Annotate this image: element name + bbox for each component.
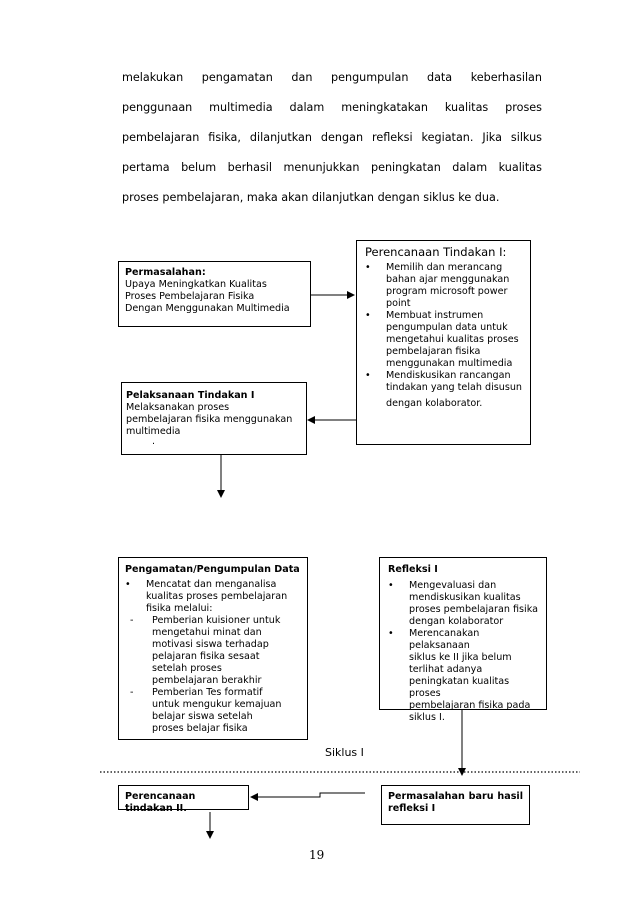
bullet-icon: • — [125, 579, 131, 590]
item-line: Memilih dan merancang — [386, 262, 503, 273]
permasalahan-line: Upaya Meningkatkan Kualitas — [125, 279, 267, 290]
permasalahan-line: Proses Pembelajaran Fisika — [125, 291, 255, 302]
refleksi-title: Refleksi I — [388, 564, 438, 575]
item-line: Mengevaluasi dan — [409, 580, 497, 591]
item-line: Pemberian kuisioner untuk — [152, 615, 281, 626]
paragraph-line: melakukan pengamatan dan pengumpulan data keberhasilan — [122, 71, 542, 84]
perencanaan-1-title: Perencanaan Tindakan I: — [365, 245, 507, 259]
pengamatan-subitem — [130, 615, 301, 687]
item-line: Mencatat dan menganalisa — [146, 579, 277, 590]
bullet-icon: • — [388, 628, 394, 639]
item-line: siklus I. — [409, 712, 445, 723]
perencanaan-1-item — [365, 370, 522, 410]
pelaksanaan-title: Pelaksanaan Tindakan I — [126, 390, 255, 401]
item-line: pembelajaran berakhir — [152, 675, 262, 686]
item-line: Membuat instrumen — [386, 310, 484, 321]
permasalahan-box — [118, 261, 311, 327]
item-line: pembelajaran fisika pada — [409, 700, 531, 711]
refleksi-box — [379, 557, 547, 723]
item-line: pelajaran fisika sesaat — [152, 651, 260, 662]
dash-marker: - — [130, 687, 134, 698]
paragraph-line: penggunaan multimedia dalam meningkatakan kualitas proses — [122, 101, 542, 114]
perencanaan-1-item — [365, 262, 522, 310]
item-line: peningkatan kualitas proses — [409, 676, 510, 699]
item-line: mengetahui minat dan — [152, 627, 262, 638]
permasalahan-title: Permasalahan: — [125, 267, 206, 278]
item-line: bahan ajar menggunakan — [386, 274, 510, 285]
perencanaan-2-box — [118, 785, 249, 814]
item-line: Pemberian Tes formatif — [152, 687, 263, 698]
bullet-icon: • — [365, 262, 371, 273]
item-line: fisika melalui: — [146, 603, 213, 614]
refleksi-item — [388, 628, 538, 724]
item-line: dengan kolaborator — [409, 616, 504, 627]
pelaksanaan-box — [121, 382, 307, 455]
arrow-permasalahan-baru-to-perencanaan2 — [251, 793, 365, 797]
paragraph-line: proses pembelajaran, maka akan dilanjutkan dengan siklus ke dua. — [122, 191, 500, 204]
pelaksanaan-line: multimedia — [126, 426, 181, 437]
item-line: terlihat adanya — [409, 664, 483, 675]
item-line: mengetahui kualitas proses — [386, 334, 519, 345]
item-line: belajar siswa setelah — [152, 711, 253, 722]
item-line: pembelajaran fisika — [386, 346, 481, 357]
bullet-icon: • — [365, 370, 371, 381]
page-number: 19 — [309, 848, 325, 862]
permasalahan-baru-box — [381, 785, 530, 825]
item-line: siklus ke II jika belum — [409, 652, 512, 663]
item-line: Merencanakan pelaksanaan — [409, 628, 480, 651]
item-line: Mendiskusikan rancangan — [386, 370, 511, 381]
item-line: setelah proses — [152, 663, 222, 674]
perencanaan-2-title: Perencanaan tindakan II. — [125, 791, 196, 814]
item-line: proses belajar fisika — [152, 723, 248, 734]
paragraph-line: pembelajaran fisika, dilanjutkan dengan refleksi kegiatan. Jika silkus — [122, 131, 542, 144]
pelaksanaan-line: Melaksanakan proses — [126, 402, 230, 413]
perencanaan-1-box — [356, 240, 531, 445]
paragraph-line: pertama belum berhasil menunjukkan peningkatan dalam kualitas — [122, 161, 542, 174]
item-line: proses pembelajaran fisika — [409, 604, 538, 615]
item-line: point — [386, 298, 411, 309]
pengamatan-subitem — [130, 687, 301, 735]
item-line: untuk mengukur kemajuan — [152, 699, 282, 710]
pelaksanaan-dot: . — [152, 436, 156, 447]
pengamatan-item — [125, 579, 301, 735]
perencanaan-1-item — [365, 310, 522, 370]
item-line: dengan kolaborator. — [386, 398, 483, 409]
permasalahan-baru-line: Permasalahan baru hasil — [388, 791, 523, 802]
bullet-icon: • — [365, 310, 371, 321]
pengamatan-box — [118, 557, 308, 740]
item-line: mendiskusikan kualitas — [409, 592, 521, 603]
dash-marker: - — [130, 615, 134, 626]
bullet-icon: • — [388, 580, 394, 591]
permasalahan-line: Dengan Menggunakan Multimedia — [125, 303, 290, 314]
item-line: motivasi siswa terhadap — [152, 639, 269, 650]
item-line: tindakan yang telah disusun — [386, 382, 522, 393]
item-line: menggunakan multimedia — [386, 358, 513, 369]
refleksi-item — [388, 580, 538, 628]
siklus-label: Siklus I — [325, 746, 364, 759]
item-line: kualitas proses pembelajaran — [146, 591, 288, 602]
item-line: program microsoft power — [386, 286, 508, 297]
permasalahan-baru-line: refleksi I — [388, 803, 436, 814]
pelaksanaan-line: pembelajaran fisika menggunakan — [126, 414, 293, 425]
pengamatan-title: Pengamatan/Pengumpulan Data — [125, 564, 300, 575]
item-line: pengumpulan data untuk — [386, 322, 508, 333]
